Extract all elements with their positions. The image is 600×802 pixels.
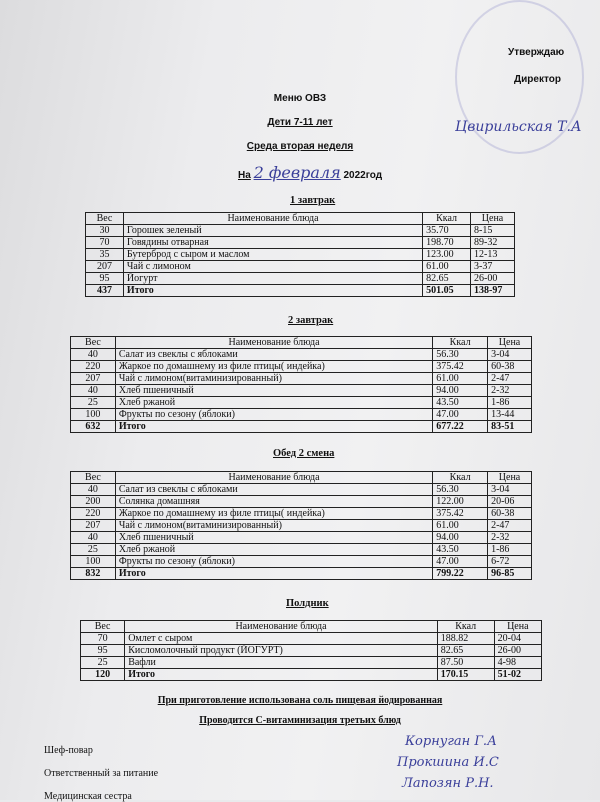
table-row: [71, 484, 532, 496]
table-header-row: [81, 621, 542, 633]
nutrition-signature: Прокшина И.С: [397, 755, 499, 770]
menu-table-snack: [80, 620, 542, 681]
table-row: [71, 409, 532, 421]
cell-dish-name: Хлеб пшеничный: [115, 532, 432, 544]
cell-kcal: 82.65: [423, 273, 471, 285]
column-header-kcal: Ккал: [433, 472, 488, 484]
cell-price: 51-02: [494, 669, 541, 681]
cell-qty: 100: [71, 556, 116, 568]
cell-price: 60-38: [488, 508, 532, 520]
date-prefix: На: [238, 170, 251, 181]
cell-kcal: 61.00: [433, 520, 488, 532]
section-title-breakfast-1: 1 завтрак: [290, 195, 336, 206]
column-header-qty: Вес: [71, 472, 116, 484]
cell-dish-name: Фрукты по сезону (яблоки): [115, 556, 432, 568]
approve-label: Утверждаю: [508, 47, 565, 58]
cell-qty: 30: [86, 225, 124, 237]
cell-qty: 25: [71, 397, 116, 409]
cell-qty: 207: [71, 373, 116, 385]
cell-kcal: 122.00: [433, 496, 488, 508]
cell-kcal: 94.00: [433, 532, 488, 544]
cell-price: 1-86: [488, 544, 532, 556]
cell-kcal: 82.65: [437, 645, 494, 657]
cell-price: 60-38: [488, 361, 532, 373]
cell-price: 3-04: [488, 349, 532, 361]
menu-title: Меню ОВЗ: [273, 93, 327, 104]
cell-kcal: 43.50: [433, 544, 488, 556]
cell-qty: 100: [71, 409, 116, 421]
cell-price: 3-04: [488, 484, 532, 496]
cell-price: 2-47: [488, 373, 532, 385]
cell-dish-name: Салат из свеклы с яблоками: [115, 349, 432, 361]
cell-dish-name: Хлеб пшеничный: [115, 385, 432, 397]
cell-kcal: 375.42: [433, 508, 488, 520]
director-label: Директор: [514, 74, 561, 85]
cell-kcal: 56.30: [433, 349, 488, 361]
cell-dish-name: Вафли: [125, 657, 438, 669]
cell-dish-name: Хлеб ржаной: [115, 397, 432, 409]
cell-qty: 40: [71, 385, 116, 397]
column-header-name: Наименование блюда: [125, 621, 438, 633]
cell-qty: 25: [81, 657, 125, 669]
cell-kcal: 123.00: [423, 249, 471, 261]
cell-qty: 832: [71, 568, 116, 580]
column-header-price: Цена: [488, 472, 532, 484]
cell-dish-name: Бутерброд с сыром и маслом: [123, 249, 422, 261]
cell-price: 26-00: [494, 645, 541, 657]
table-row: [71, 397, 532, 409]
table-row: [71, 520, 532, 532]
table-row: [71, 544, 532, 556]
cell-dish-name: Солянка домашняя: [115, 496, 432, 508]
staff-role-nurse: Медицинская сестра: [44, 791, 132, 802]
cell-qty: 40: [71, 349, 116, 361]
cell-qty: 207: [71, 520, 116, 532]
cell-kcal: 61.00: [433, 373, 488, 385]
cell-dish-name: Омлет с сыром: [125, 633, 438, 645]
director-signature: Цвирильская Т.А: [455, 119, 582, 135]
column-header-qty: Вес: [86, 213, 124, 225]
cell-price: 8-15: [471, 225, 515, 237]
staff-role-chef: Шеф-повар: [44, 745, 93, 756]
table-row: [71, 373, 532, 385]
cell-qty: 120: [81, 669, 125, 681]
cell-qty: 95: [86, 273, 124, 285]
table-row: [71, 349, 532, 361]
table-row: [81, 657, 542, 669]
table-row: [81, 633, 542, 645]
cell-dish-name: Чай с лимоном: [123, 261, 422, 273]
table-row: [71, 532, 532, 544]
column-header-kcal: Ккал: [437, 621, 494, 633]
cell-kcal: 43.50: [433, 397, 488, 409]
cell-kcal: 198.70: [423, 237, 471, 249]
table-total-row: [81, 669, 542, 681]
cell-price: 1-86: [488, 397, 532, 409]
table-total-row: [71, 421, 532, 433]
cell-kcal: 170.15: [437, 669, 494, 681]
cell-price: 12-13: [471, 249, 515, 261]
cell-price: 83-51: [488, 421, 532, 433]
chef-signature: Корнуган Г.А: [405, 734, 497, 749]
cell-kcal: 47.00: [433, 409, 488, 421]
cell-kcal: 375.42: [433, 361, 488, 373]
column-header-qty: Вес: [81, 621, 125, 633]
cell-kcal: 501.05: [423, 285, 471, 297]
table-header-row: [71, 472, 532, 484]
cell-price: 96-85: [488, 568, 532, 580]
table-row: [86, 237, 515, 249]
cell-kcal: 61.00: [423, 261, 471, 273]
cell-kcal: 87.50: [437, 657, 494, 669]
column-header-price: Цена: [488, 337, 532, 349]
cell-qty: 632: [71, 421, 116, 433]
cell-dish-name: Чай с лимоном(витаминизированный): [115, 520, 432, 532]
table-total-row: [71, 568, 532, 580]
cell-price: 20-04: [494, 633, 541, 645]
vitamin-note: Проводится С-витаминизация третьих блюд: [199, 715, 401, 726]
cell-price: 6-72: [488, 556, 532, 568]
nurse-signature: Лапозян Р.Н.: [402, 776, 494, 791]
cell-kcal: 677.22: [433, 421, 488, 433]
menu-table-lunch: [70, 471, 532, 580]
column-header-price: Цена: [494, 621, 541, 633]
cell-dish-name: Фрукты по сезону (яблоки): [115, 409, 432, 421]
cell-dish-name: Салат из свеклы с яблоками: [115, 484, 432, 496]
week-day: Среда вторая неделя: [246, 141, 354, 152]
cell-kcal: 56.30: [433, 484, 488, 496]
cell-price: 2-32: [488, 532, 532, 544]
table-row: [81, 645, 542, 657]
column-header-name: Наименование блюда: [115, 472, 432, 484]
cell-dish-name: Итого: [115, 568, 432, 580]
cell-dish-name: Итого: [115, 421, 432, 433]
cell-price: 89-32: [471, 237, 515, 249]
cell-dish-name: Чай с лимоном(витаминизированный): [115, 373, 432, 385]
cell-price: 3-37: [471, 261, 515, 273]
cell-price: 13-44: [488, 409, 532, 421]
table-total-row: [86, 285, 515, 297]
column-header-name: Наименование блюда: [123, 213, 422, 225]
cell-kcal: 188.82: [437, 633, 494, 645]
cell-qty: 95: [81, 645, 125, 657]
cell-price: 138-97: [471, 285, 515, 297]
column-header-kcal: Ккал: [433, 337, 488, 349]
section-title-breakfast-2: 2 завтрак: [288, 315, 334, 326]
table-row: [71, 508, 532, 520]
section-title-snack: Полдник: [286, 598, 329, 609]
staff-role-nutrition: Ответственный за питание: [44, 768, 159, 779]
salt-note: При приготовление использована соль пищевая йодированная: [157, 695, 443, 706]
cell-qty: 437: [86, 285, 124, 297]
table-row: [86, 225, 515, 237]
menu-date: [238, 163, 382, 182]
cell-qty: 40: [71, 532, 116, 544]
cell-qty: 220: [71, 508, 116, 520]
date-handwritten: 2 февраля: [253, 163, 341, 182]
cell-kcal: 94.00: [433, 385, 488, 397]
cell-dish-name: Йогурт: [123, 273, 422, 285]
table-row: [71, 361, 532, 373]
cell-qty: 40: [71, 484, 116, 496]
column-header-name: Наименование блюда: [115, 337, 432, 349]
table-row: [71, 496, 532, 508]
cell-kcal: 35.70: [423, 225, 471, 237]
table-row: [71, 385, 532, 397]
cell-qty: 25: [71, 544, 116, 556]
menu-table-breakfast-2: [70, 336, 532, 433]
column-header-qty: Вес: [71, 337, 116, 349]
cell-dish-name: Хлеб ржаной: [115, 544, 432, 556]
section-title-lunch: Обед 2 смена: [273, 448, 335, 459]
cell-dish-name: Кисломолочный продукт (ЙОГУРТ): [125, 645, 438, 657]
cell-dish-name: Жаркое по домашнему из филе птицы( индейка): [115, 361, 432, 373]
column-header-price: Цена: [471, 213, 515, 225]
date-suffix: 2022год: [343, 170, 383, 181]
cell-dish-name: Говядины отварная: [123, 237, 422, 249]
cell-kcal: 47.00: [433, 556, 488, 568]
cell-dish-name: Итого: [123, 285, 422, 297]
cell-qty: 200: [71, 496, 116, 508]
table-row: [86, 261, 515, 273]
cell-qty: 220: [71, 361, 116, 373]
cell-price: 2-47: [488, 520, 532, 532]
table-row: [86, 249, 515, 261]
table-row: [71, 556, 532, 568]
cell-price: 4-98: [494, 657, 541, 669]
cell-qty: 35: [86, 249, 124, 261]
table-header-row: [71, 337, 532, 349]
cell-qty: 70: [86, 237, 124, 249]
cell-dish-name: Жаркое по домашнему из филе птицы( индейка): [115, 508, 432, 520]
column-header-kcal: Ккал: [423, 213, 471, 225]
cell-qty: 70: [81, 633, 125, 645]
cell-dish-name: Итого: [125, 669, 438, 681]
table-row: [86, 273, 515, 285]
cell-dish-name: Горошек зеленый: [123, 225, 422, 237]
cell-price: 20-06: [488, 496, 532, 508]
menu-table-breakfast-1: [85, 212, 515, 297]
cell-price: 2-32: [488, 385, 532, 397]
age-group: Дети 7-11 лет: [267, 117, 333, 128]
cell-price: 26-00: [471, 273, 515, 285]
table-header-row: [86, 213, 515, 225]
cell-kcal: 799.22: [433, 568, 488, 580]
cell-qty: 207: [86, 261, 124, 273]
